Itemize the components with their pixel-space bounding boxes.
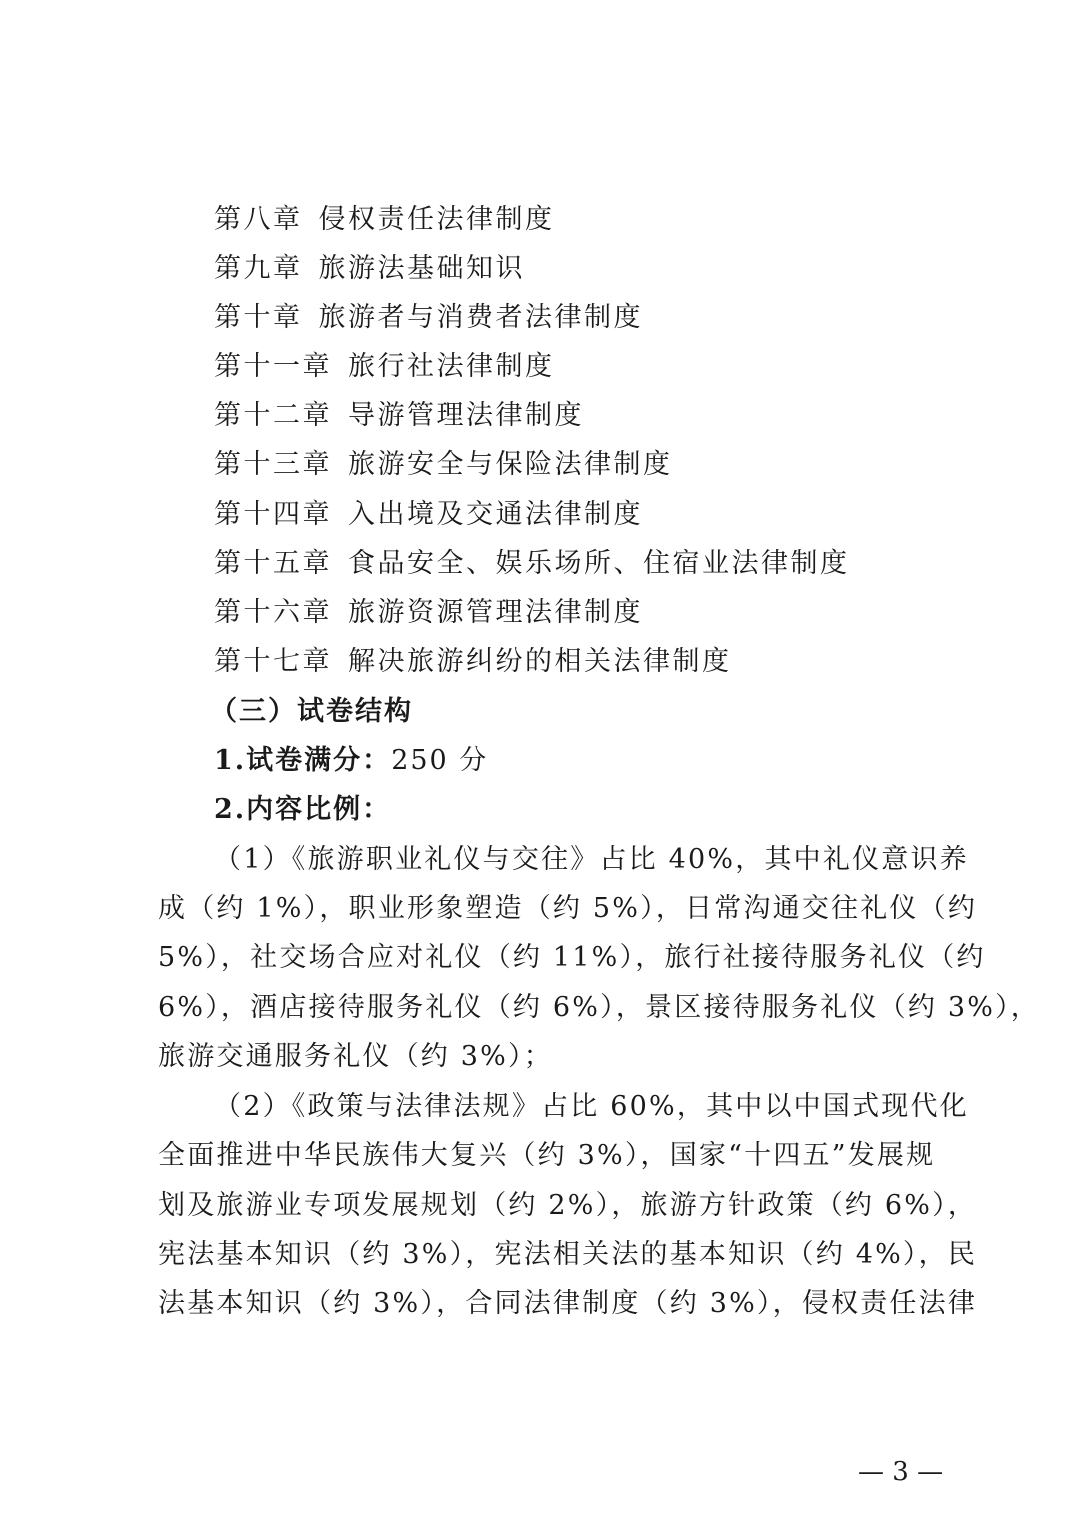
- section-heading-text: （三）试卷结构: [210, 696, 413, 727]
- page-number: — 3 —: [858, 1457, 944, 1487]
- chapter-number: 第十四章: [214, 499, 332, 530]
- chapter-line: [214, 447, 673, 483]
- chapter-number: 第十六章: [214, 597, 332, 628]
- chapter-title: 旅游安全与保险法律制度: [348, 449, 673, 480]
- chapter-title: 旅行社法律制度: [348, 351, 555, 382]
- total-score-value: 250 分: [391, 745, 489, 776]
- chapter-line: [214, 202, 555, 238]
- chapter-line: [214, 644, 732, 680]
- chapter-number: 第十二章: [214, 400, 332, 431]
- content-ratio-label: 2.内容比例：: [214, 794, 392, 825]
- chapter-title: 导游管理法律制度: [348, 400, 584, 431]
- paragraph-line: 划及旅游业专项发展规划（约 2%），旅游方针政策（约 6%），: [158, 1190, 978, 1221]
- paragraph-line: 5%），社交场合应对礼仪（约 11%），旅行社接待服务礼仪（约: [158, 942, 986, 973]
- chapter-number: 第十七章: [214, 646, 332, 677]
- chapter-line: [214, 595, 643, 631]
- total-score-label: 1.试卷满分：: [214, 745, 392, 776]
- chapter-number: 第九章: [214, 253, 303, 284]
- chapter-line: [214, 497, 643, 533]
- chapter-line: [214, 546, 850, 582]
- chapter-line: [214, 251, 525, 287]
- chapter-title: 侵权责任法律制度: [318, 204, 555, 235]
- chapter-number: 第十五章: [214, 548, 332, 579]
- chapter-line: [214, 300, 643, 336]
- paragraph-line: 旅游交通服务礼仪（约 3%）；: [158, 1041, 553, 1072]
- chapter-title: 旅游法基础知识: [318, 253, 525, 284]
- chapter-title: 旅游资源管理法律制度: [348, 597, 643, 628]
- chapter-title: 旅游者与消费者法律制度: [318, 302, 643, 333]
- paragraph-line: 6%），酒店接待服务礼仪（约 6%），景区接待服务礼仪（约 3%），: [158, 992, 1040, 1023]
- section-heading: [210, 694, 413, 730]
- paragraph-line: （2）《政策与法律法规》占比 60%，其中以中国式现代化: [214, 1091, 969, 1122]
- chapter-line: [214, 349, 555, 385]
- chapter-number: 第八章: [214, 204, 303, 235]
- paragraph-line: 成（约 1%），职业形象塑造（约 5%），日常沟通交往礼仪（约: [158, 893, 978, 924]
- paragraph-line: 法基本知识（约 3%），合同法律制度（约 3%），侵权责任法律: [158, 1288, 978, 1319]
- paragraph-line: 全面推进中华民族伟大复兴（约 3%），国家“十四五”发展规: [158, 1140, 936, 1171]
- content-ratio-line: [214, 792, 391, 828]
- chapter-number: 第十章: [214, 302, 303, 333]
- chapter-title: 食品安全、娱乐场所、住宿业法律制度: [348, 548, 850, 579]
- paragraph-line: （1）《旅游职业礼仪与交往》占比 40%，其中礼仪意识养: [214, 844, 969, 875]
- chapter-title: 解决旅游纠纷的相关法律制度: [348, 646, 732, 677]
- chapter-title: 入出境及交通法律制度: [348, 499, 643, 530]
- total-score-line: [214, 743, 488, 779]
- chapter-number: 第十三章: [214, 449, 332, 480]
- chapter-number: 第十一章: [214, 351, 332, 382]
- chapter-line: [214, 398, 584, 434]
- paragraph-line: 宪法基本知识（约 3%），宪法相关法的基本知识（约 4%），民: [158, 1239, 978, 1270]
